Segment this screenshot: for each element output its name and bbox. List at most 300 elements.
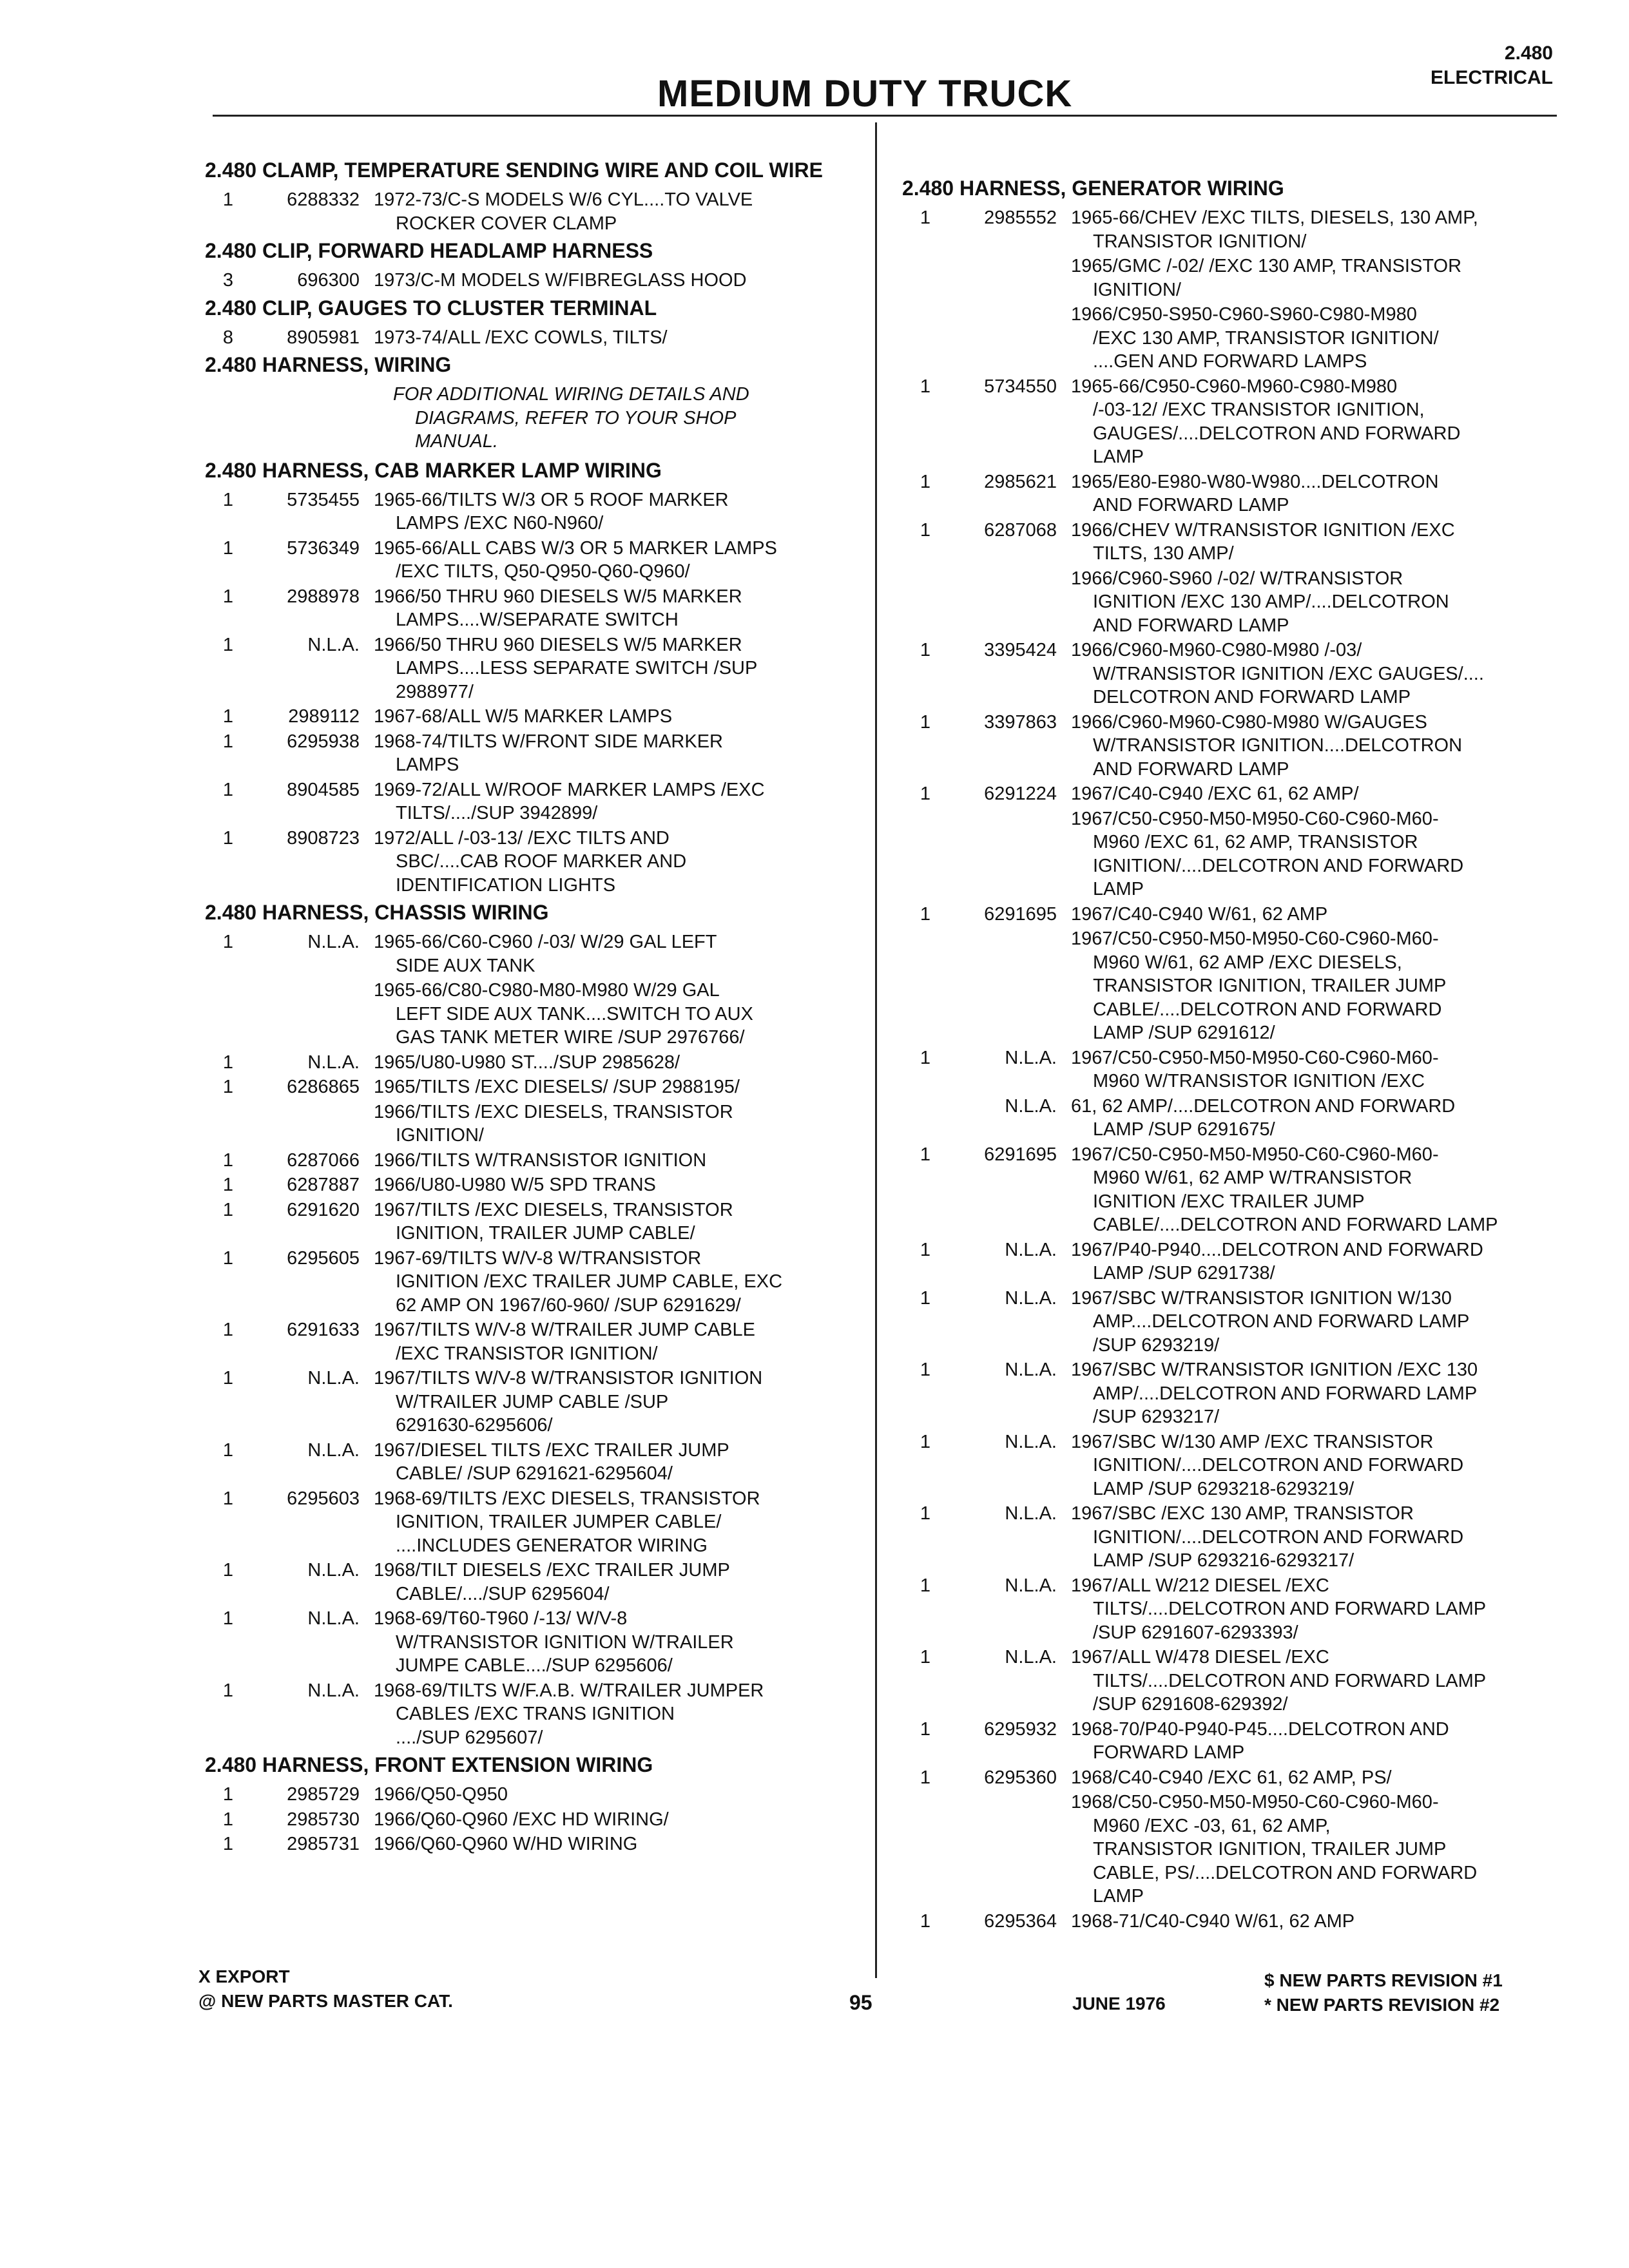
part-quantity: 1	[920, 376, 931, 397]
part-entry	[902, 639, 1566, 709]
description-line: 1967/ALL W/478 DIESEL /EXC	[1071, 1647, 1329, 1667]
part-description	[374, 1318, 856, 1365]
part-entry	[205, 585, 856, 632]
section-note	[393, 383, 856, 454]
description-line: 1966/C960-S960 /-02/ W/TRANSISTOR	[1071, 568, 1403, 589]
part-entry	[205, 1783, 856, 1807]
section-heading: 2.480 HARNESS, WIRING	[205, 353, 452, 376]
part-quantity: 1	[920, 1647, 931, 1667]
description-line: IDENTIFICATION LIGHTS	[396, 874, 616, 896]
description-line: 1965-66/C80-C980-M80-M980 W/29 GAL	[374, 980, 720, 1001]
part-entry	[902, 255, 1566, 302]
description-line: LAMP /SUP 6291675/	[1093, 1119, 1275, 1140]
part-number: 6287887	[287, 1175, 360, 1195]
description-line: 1967/C50-C950-M50-M950-C60-C960-M60-	[1071, 1047, 1439, 1068]
part-number: N.L.A.	[307, 1052, 360, 1073]
parts-section	[205, 901, 856, 1749]
description-line: CABLE/....DELCOTRON AND FORWARD	[1093, 999, 1442, 1020]
part-entry	[902, 1502, 1566, 1573]
description-line: 1965-66/ALL CABS W/3 OR 5 MARKER LAMPS	[374, 537, 777, 559]
part-description	[374, 1075, 856, 1099]
part-description	[374, 1439, 856, 1486]
part-quantity	[205, 1100, 251, 1148]
description-line: 1966/50 THRU 960 DIESELS W/5 MARKER	[374, 586, 742, 607]
description-line: LAMPS	[396, 754, 459, 775]
description-line: /EXC TRANSISTOR IGNITION/	[396, 1343, 658, 1364]
part-number: 6295364	[984, 1910, 1057, 1932]
part-entry	[902, 1791, 1566, 1908]
part-description	[374, 1100, 856, 1148]
part-entry	[205, 633, 856, 704]
part-quantity: 1	[222, 779, 234, 800]
description-line: 1965/TILTS /EXC DIESELS/ /SUP 2988195/	[374, 1077, 740, 1097]
part-quantity: 1	[920, 1503, 931, 1524]
description-line: TRANSISTOR IGNITION, TRAILER JUMP	[1093, 975, 1447, 996]
description-line: 1967/SBC /EXC 130 AMP, TRANSISTOR	[1071, 1503, 1414, 1524]
description-line: W/TRANSISTOR IGNITION /EXC GAUGES/....	[1093, 663, 1484, 684]
part-entry	[902, 1358, 1566, 1429]
part-description	[1071, 1046, 1566, 1093]
part-number: 5734550	[984, 376, 1057, 397]
description-line: TRANSISTOR IGNITION, TRAILER JUMP	[1093, 1839, 1447, 1860]
description-line: 1967-68/ALL W/5 MARKER LAMPS	[374, 706, 673, 727]
part-number: N.L.A.	[307, 1608, 360, 1629]
description-line: W/TRAILER JUMP CABLE /SUP	[396, 1391, 669, 1412]
part-number: 3397863	[984, 711, 1057, 733]
part-number: 8908723	[287, 827, 360, 849]
description-line: IGNITION, TRAILER JUMP CABLE/	[396, 1223, 695, 1244]
part-description	[374, 326, 856, 350]
description-line: /SUP 6291608-629392/	[1093, 1694, 1288, 1715]
part-number: N.L.A.	[1005, 1647, 1057, 1667]
part-entry	[902, 1766, 1566, 1790]
part-entry	[205, 1832, 856, 1856]
part-description	[374, 1487, 856, 1558]
left-column	[205, 155, 856, 1858]
part-quantity: 1	[222, 1834, 234, 1854]
description-line: SIDE AUX TANK	[396, 955, 535, 976]
description-line: 1968-69/TILTS W/F.A.B. W/TRAILER JUMPER	[374, 1680, 764, 1701]
description-line: 1966/C960-M960-C980-M980 W/GAUGES	[1071, 711, 1427, 733]
right-column	[902, 173, 1566, 1934]
part-description	[1071, 1287, 1566, 1358]
part-entry	[205, 778, 856, 825]
description-line: GAUGES/....DELCOTRON AND FORWARD	[1093, 423, 1461, 444]
description-line: 1967/ALL W/212 DIESEL /EXC	[1071, 1575, 1329, 1596]
part-number: N.L.A.	[307, 1368, 360, 1389]
description-line: LAMP	[1093, 879, 1144, 899]
part-quantity: 1	[222, 706, 234, 727]
part-entry	[205, 827, 856, 898]
description-line: 6291630-6295606/	[396, 1415, 553, 1436]
part-entry	[902, 375, 1566, 469]
description-line: 1967/TILTS W/V-8 W/TRAILER JUMP CABLE	[374, 1320, 755, 1340]
section-category: ELECTRICAL	[1431, 67, 1553, 88]
part-quantity: 1	[920, 640, 931, 660]
description-line: 1966/TILTS /EXC DIESELS, TRANSISTOR	[374, 1101, 733, 1122]
part-description	[1071, 567, 1566, 638]
part-quantity: 1	[920, 1239, 931, 1260]
part-description	[1071, 1718, 1566, 1765]
part-number: N.L.A.	[1005, 1431, 1057, 1452]
part-description	[374, 778, 856, 825]
part-description	[1071, 807, 1566, 901]
parts-section	[205, 239, 856, 293]
part-description	[1071, 206, 1566, 253]
description-line: W/TRANSISTOR IGNITION W/TRAILER	[396, 1631, 734, 1653]
part-quantity: 1	[222, 1175, 234, 1195]
part-entry	[902, 1046, 1566, 1093]
part-quantity	[902, 807, 949, 901]
part-entry	[205, 1679, 856, 1750]
description-line: 1967/C50-C950-M50-M950-C60-C960-M60-	[1071, 808, 1439, 829]
description-line: IGNITION, TRAILER JUMPER CABLE/	[396, 1512, 722, 1532]
part-quantity: 1	[920, 1047, 931, 1068]
part-description	[1071, 1646, 1566, 1716]
part-quantity: 1	[920, 1431, 931, 1452]
part-entry	[205, 1198, 856, 1245]
part-description	[374, 1198, 856, 1245]
part-entry	[902, 1910, 1566, 1934]
description-line: 1967/TILTS W/V-8 W/TRANSISTOR IGNITION	[374, 1368, 763, 1389]
description-line: TILTS, 130 AMP/	[1093, 543, 1234, 564]
description-line: /SUP 6293217/	[1093, 1407, 1220, 1427]
description-line: ....INCLUDES GENERATOR WIRING	[396, 1535, 708, 1556]
part-quantity: 1	[222, 1809, 234, 1830]
part-quantity: 1	[920, 471, 931, 492]
part-quantity: 1	[222, 932, 234, 952]
part-description	[374, 585, 856, 632]
part-description	[1071, 375, 1566, 469]
part-entry	[902, 1718, 1566, 1765]
part-description	[374, 827, 856, 898]
part-description	[374, 730, 856, 777]
part-entry	[902, 1143, 1566, 1237]
footer-master-cat: @ NEW PARTS MASTER CAT.	[198, 1991, 453, 2011]
description-line: 1972-73/C-S MODELS W/6 CYL....TO VALVE	[374, 189, 753, 210]
part-quantity: 1	[222, 1320, 234, 1340]
description-line: LAMP /SUP 6291612/	[1093, 1023, 1275, 1043]
description-line: CABLES /EXC TRANS IGNITION	[396, 1704, 675, 1724]
part-entry	[205, 188, 856, 235]
part-quantity	[902, 927, 949, 1045]
part-description	[1071, 711, 1566, 782]
part-description	[374, 188, 856, 235]
part-entry	[205, 1247, 856, 1318]
part-number: 6291224	[984, 783, 1057, 804]
description-line: /-03-12/ /EXC TRANSISTOR IGNITION,	[1093, 399, 1425, 420]
part-entry	[205, 537, 856, 584]
parts-section	[902, 177, 1566, 1933]
column-divider	[875, 122, 877, 1978]
part-number: 2985731	[287, 1834, 360, 1854]
description-line: AND FORWARD LAMP	[1093, 615, 1289, 636]
description-line: IGNITION/	[1093, 279, 1181, 300]
part-description	[374, 488, 856, 535]
part-quantity: 1	[920, 1287, 931, 1309]
part-number	[949, 303, 1071, 374]
description-line: 1967/SBC W/130 AMP /EXC TRANSISTOR	[1071, 1431, 1434, 1452]
part-quantity: 1	[920, 903, 931, 925]
part-entry	[902, 711, 1566, 782]
part-quantity: 1	[222, 1052, 234, 1073]
part-description	[1071, 782, 1566, 806]
part-number: 6286865	[287, 1077, 360, 1097]
part-number: 5735455	[287, 489, 360, 510]
description-line: 62 AMP ON 1967/60-960/ /SUP 6291629/	[396, 1294, 741, 1316]
description-line: /EXC TILTS, Q50-Q950-Q60-Q960/	[396, 561, 690, 582]
description-line: M960 W/61, 62 AMP W/TRANSISTOR	[1093, 1168, 1412, 1188]
part-number: N.L.A.	[1005, 1239, 1057, 1260]
section-number: 2.480	[1504, 43, 1553, 64]
description-line: IGNITION/....DELCOTRON AND FORWARD	[1093, 855, 1464, 876]
part-description	[1071, 1574, 1566, 1645]
description-line: 1967-69/TILTS W/V-8 W/TRANSISTOR	[374, 1247, 702, 1269]
part-quantity: 1	[222, 634, 234, 655]
part-description	[374, 930, 856, 977]
part-entry	[902, 303, 1566, 374]
part-entry	[902, 903, 1566, 927]
part-entry	[902, 1574, 1566, 1645]
part-description	[374, 1367, 856, 1437]
description-line: IGNITION/....DELCOTRON AND FORWARD	[1093, 1526, 1464, 1548]
description-line: AMP....DELCOTRON AND FORWARD LAMP	[1093, 1311, 1470, 1332]
description-line: 1968/C50-C950-M50-M950-C60-C960-M60-	[1071, 1792, 1439, 1812]
description-line: LAMP /SUP 6293216-6293217/	[1093, 1550, 1354, 1571]
description-line: TILTS/....DELCOTRON AND FORWARD LAMP	[1093, 1599, 1487, 1619]
description-line: TILTS/..../SUP 3942899/	[396, 803, 598, 823]
part-entry	[205, 1559, 856, 1606]
part-number: 6295603	[287, 1488, 360, 1509]
part-quantity: 1	[222, 1680, 234, 1701]
description-line: M960 /EXC -03, 61, 62 AMP,	[1093, 1815, 1331, 1836]
part-quantity: 1	[222, 1077, 234, 1097]
description-line: AND FORWARD LAMP	[1093, 758, 1289, 780]
description-line: 1965-66/C950-C960-M960-C980-M980	[1071, 376, 1398, 397]
description-line: 1972/ALL /-03-13/ /EXC TILTS AND	[374, 827, 670, 849]
description-line: ....GEN AND FORWARD LAMPS	[1093, 351, 1367, 372]
section-heading: 2.480 HARNESS, CHASSIS WIRING	[205, 901, 549, 924]
description-line: 1968/C40-C940 /EXC 61, 62 AMP, PS/	[1071, 1767, 1392, 1788]
description-line: LAMPS....W/SEPARATE SWITCH	[396, 610, 679, 630]
description-line: M960 W/61, 62 AMP /EXC DIESELS,	[1093, 952, 1402, 973]
part-number: 3395424	[984, 640, 1057, 660]
section-code	[1431, 41, 1553, 90]
part-entry	[902, 927, 1566, 1045]
part-entry	[205, 1607, 856, 1678]
part-description	[374, 1832, 856, 1856]
part-number: 6288332	[287, 189, 360, 210]
description-line: LAMP	[1093, 1886, 1144, 1907]
description-line: 1967/C40-C940 W/61, 62 AMP	[1071, 903, 1328, 925]
description-line: AMP/....DELCOTRON AND FORWARD LAMP	[1093, 1383, 1478, 1404]
description-line: 2988977/	[396, 681, 474, 702]
part-number	[949, 927, 1071, 1045]
part-number: 6291695	[984, 1144, 1057, 1165]
description-line: 1966/C950-S950-C960-S960-C980-M980	[1071, 304, 1417, 325]
description-line: 1973-74/ALL /EXC COWLS, TILTS/	[374, 327, 668, 348]
description-line: IGNITION /EXC 130 AMP/....DELCOTRON	[1093, 591, 1449, 612]
part-number: N.L.A.	[1005, 1095, 1057, 1117]
part-description	[374, 633, 856, 704]
part-description	[1071, 1910, 1566, 1934]
part-quantity: 1	[222, 1488, 234, 1509]
part-entry	[902, 1095, 1566, 1142]
description-line: 1968/TILT DIESELS /EXC TRAILER JUMP	[374, 1560, 730, 1581]
part-number: 8904585	[287, 779, 360, 800]
section-heading: 2.480 CLIP, FORWARD HEADLAMP HARNESS	[205, 239, 653, 262]
part-quantity: 1	[920, 1767, 931, 1788]
part-quantity	[902, 1791, 949, 1908]
part-number	[949, 255, 1071, 302]
description-line: CABLE/....DELCOTRON AND FORWARD LAMP	[1093, 1215, 1498, 1235]
part-quantity: 1	[222, 489, 234, 510]
part-entry	[902, 1430, 1566, 1501]
part-entry	[902, 807, 1566, 901]
footer-revision-2: * NEW PARTS REVISION #2	[1264, 1995, 1500, 2015]
description-line: IGNITION/	[396, 1125, 484, 1146]
part-number	[949, 1791, 1071, 1908]
description-line: /SUP 6293219/	[1093, 1334, 1220, 1356]
description-line: ROCKER COVER CLAMP	[396, 213, 617, 234]
part-quantity	[902, 303, 949, 374]
part-quantity	[902, 255, 949, 302]
part-description	[1071, 1430, 1566, 1501]
part-description	[1071, 1095, 1566, 1142]
part-entry	[205, 930, 856, 977]
part-description	[374, 1607, 856, 1678]
part-number: N.L.A.	[1005, 1575, 1057, 1596]
description-line: M960 W/TRANSISTOR IGNITION /EXC	[1093, 1071, 1425, 1091]
description-line: 1966/Q60-Q960 W/HD WIRING	[374, 1834, 638, 1854]
part-quantity: 1	[920, 1575, 931, 1596]
description-line: CABLE/..../SUP 6295604/	[396, 1583, 610, 1604]
description-line: LAMPS /EXC N60-N960/	[396, 513, 604, 533]
part-entry	[205, 1173, 856, 1197]
description-line: LEFT SIDE AUX TANK....SWITCH TO AUX	[396, 1003, 753, 1024]
part-number: 2985621	[984, 471, 1057, 492]
description-line: IGNITION/....DELCOTRON AND FORWARD	[1093, 1455, 1464, 1475]
part-quantity: 1	[222, 586, 234, 607]
part-description	[1071, 1791, 1566, 1908]
part-number: N.L.A.	[1005, 1503, 1057, 1524]
part-number	[251, 979, 374, 1050]
part-entry	[205, 1149, 856, 1173]
description-line: DELCOTRON AND FORWARD LAMP	[1093, 687, 1411, 707]
part-description	[1071, 639, 1566, 709]
part-description	[374, 1808, 856, 1832]
part-entry	[205, 1075, 856, 1099]
part-number: 2985552	[984, 207, 1057, 228]
section-heading: 2.480 HARNESS, GENERATOR WIRING	[902, 177, 1284, 200]
description-line: IGNITION /EXC TRAILER JUMP	[1093, 1191, 1365, 1212]
part-quantity: 1	[222, 1368, 234, 1389]
part-description	[1071, 1502, 1566, 1573]
part-description	[374, 1247, 856, 1318]
part-entry	[902, 470, 1566, 517]
part-number: N.L.A.	[307, 932, 360, 952]
description-line: 1968-71/C40-C940 W/61, 62 AMP	[1071, 1910, 1355, 1932]
description-line: ..../SUP 6295607/	[396, 1727, 543, 1748]
part-entry	[902, 1287, 1566, 1358]
parts-section	[205, 1753, 856, 1856]
part-description	[1071, 927, 1566, 1045]
note-line: FOR ADDITIONAL WIRING DETAILS AND	[393, 384, 749, 405]
part-quantity: 1	[920, 711, 931, 733]
description-line: 1969-72/ALL W/ROOF MARKER LAMPS /EXC	[374, 779, 765, 800]
part-quantity: 1	[222, 1560, 234, 1581]
parts-section	[205, 459, 856, 898]
description-line: 1973/C-M MODELS W/FIBREGLASS HOOD	[374, 270, 747, 291]
part-quantity: 1	[920, 1910, 931, 1932]
part-number: 6291695	[984, 903, 1057, 925]
description-line: W/TRANSISTOR IGNITION....DELCOTRON	[1093, 735, 1463, 756]
section-heading: 2.480 CLIP, GAUGES TO CLUSTER TERMINAL	[205, 296, 657, 320]
part-quantity: 1	[222, 189, 234, 210]
part-entry	[205, 1051, 856, 1075]
description-line: 1965/U80-U980 ST..../SUP 2985628/	[374, 1052, 680, 1073]
part-number: 2985729	[287, 1784, 360, 1805]
description-line: 1966/TILTS W/TRANSISTOR IGNITION	[374, 1149, 707, 1171]
part-description	[1071, 903, 1566, 927]
part-number: 5736349	[287, 537, 360, 559]
part-entry	[902, 1646, 1566, 1716]
part-number: N.L.A.	[307, 1680, 360, 1701]
part-description	[1071, 1358, 1566, 1429]
part-entry	[205, 1100, 856, 1148]
description-line: 1965/GMC /-02/ /EXC 130 AMP, TRANSISTOR	[1071, 256, 1462, 276]
description-line: /EXC 130 AMP, TRANSISTOR IGNITION/	[1093, 327, 1439, 349]
part-description	[374, 269, 856, 293]
description-line: 61, 62 AMP/....DELCOTRON AND FORWARD	[1071, 1095, 1456, 1117]
part-description	[374, 1051, 856, 1075]
part-entry	[205, 1318, 856, 1365]
description-line: 1968-69/T60-T960 /-13/ W/V-8	[374, 1608, 628, 1629]
page-title: MEDIUM DUTY TRUCK	[657, 73, 1073, 115]
note-line: MANUAL.	[415, 431, 498, 452]
part-description	[374, 979, 856, 1050]
part-number	[251, 1100, 374, 1148]
part-entry	[205, 1367, 856, 1437]
part-description	[374, 705, 856, 729]
part-quantity: 1	[222, 1784, 234, 1805]
part-quantity: 8	[222, 327, 234, 348]
description-line: TILTS/....DELCOTRON AND FORWARD LAMP	[1093, 1670, 1487, 1691]
description-line: 1968-69/TILTS /EXC DIESELS, TRANSISTOR	[374, 1488, 760, 1509]
part-number: 6291633	[287, 1320, 360, 1340]
description-line: LAMP /SUP 6293218-6293219/	[1093, 1478, 1354, 1499]
part-entry	[205, 269, 856, 293]
part-description	[374, 1783, 856, 1807]
description-line: 1967/DIESEL TILTS /EXC TRAILER JUMP	[374, 1439, 729, 1461]
description-line: FORWARD LAMP	[1093, 1742, 1245, 1763]
part-description	[1071, 303, 1566, 374]
part-number: 6291620	[287, 1199, 360, 1220]
part-number: 6287066	[287, 1149, 360, 1171]
description-line: 1967/C50-C950-M50-M950-C60-C960-M60-	[1071, 928, 1439, 949]
part-quantity: 1	[920, 783, 931, 804]
description-line: 1966/Q60-Q960 /EXC HD WIRING/	[374, 1809, 669, 1830]
part-quantity: 1	[920, 207, 931, 228]
part-entry	[205, 730, 856, 777]
description-line: 1966/Q50-Q950	[374, 1784, 508, 1805]
description-line: 1965/E80-E980-W80-W980....DELCOTRON	[1071, 471, 1439, 492]
description-line: 1968-74/TILTS W/FRONT SIDE MARKER	[374, 731, 723, 752]
description-line: LAMP /SUP 6291738/	[1093, 1263, 1275, 1283]
description-line: 1967/P40-P940....DELCOTRON AND FORWARD	[1071, 1239, 1483, 1260]
part-number: 2989112	[288, 706, 360, 727]
description-line: 1967/SBC W/TRANSISTOR IGNITION /EXC 130	[1071, 1360, 1478, 1380]
